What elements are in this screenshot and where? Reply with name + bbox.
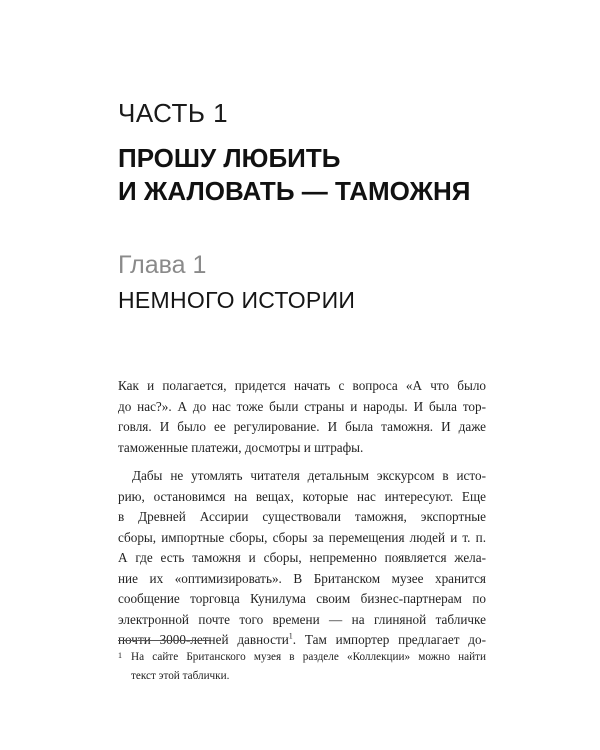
footnote-separator bbox=[118, 640, 210, 641]
text-line: сообщение торговца Кунилума своим бизнес-партнерам по bbox=[118, 591, 486, 606]
footnote bbox=[118, 648, 486, 686]
text-line: до нас?». А до нас тоже были страны и народы. И была тор- bbox=[118, 398, 486, 414]
text-line: А где есть таможня и сборы, непременно появляется жела- bbox=[118, 550, 486, 565]
footnote-line: текст этой таблички. bbox=[131, 670, 230, 682]
part-title-line: И ЖАЛОВАТЬ — ТАМОЖНЯ bbox=[118, 176, 471, 206]
text-line: сборы, импортные сборы, сборы за перемещения людей и т. п. bbox=[118, 529, 486, 545]
part-title-line: ПРОШУ ЛЮБИТЬ bbox=[118, 143, 341, 173]
footnote-line: На сайте Британского музея в разделе «Коллекции» можно найти bbox=[131, 651, 486, 663]
text-line: Как и полагается, придется начать с вопроса «А что было bbox=[118, 378, 486, 393]
text-line: электронной почте того времени — на глиняной табличке bbox=[118, 611, 486, 627]
text-line: ние их «оптимизировать». В Британском музее хранится bbox=[118, 570, 486, 586]
text-line: в Древней Ассирии существовали таможня, экспортные bbox=[118, 509, 486, 524]
part-title bbox=[118, 142, 470, 208]
text-line: таможенные платежи, досмотры и штрафы. bbox=[118, 439, 364, 455]
text-fragment: . Там импортер предлагает до- bbox=[292, 632, 486, 647]
text-line: рию, остановимся на вещах, которые нас интересуют. Еще bbox=[118, 488, 486, 504]
part-label: ЧАСТЬ 1 bbox=[118, 98, 229, 128]
text-fragment: почти 3000-летней давности bbox=[118, 632, 289, 647]
footnote-reference[interactable]: 1 bbox=[288, 631, 293, 641]
body-text bbox=[118, 376, 486, 659]
chapter-title: НЕМНОГО ИСТОРИИ bbox=[118, 287, 356, 313]
chapter-label: Глава 1 bbox=[118, 251, 207, 279]
paragraph bbox=[118, 376, 486, 458]
text-line: Дабы не утомлять читателя детальным экскурсом в исто- bbox=[132, 468, 486, 483]
footnote-number: 1 bbox=[118, 651, 122, 660]
text-line: говля. И было ее регулирование. И была таможня. И даже bbox=[118, 419, 486, 434]
footnote-text bbox=[118, 648, 486, 686]
paragraph bbox=[118, 466, 486, 651]
